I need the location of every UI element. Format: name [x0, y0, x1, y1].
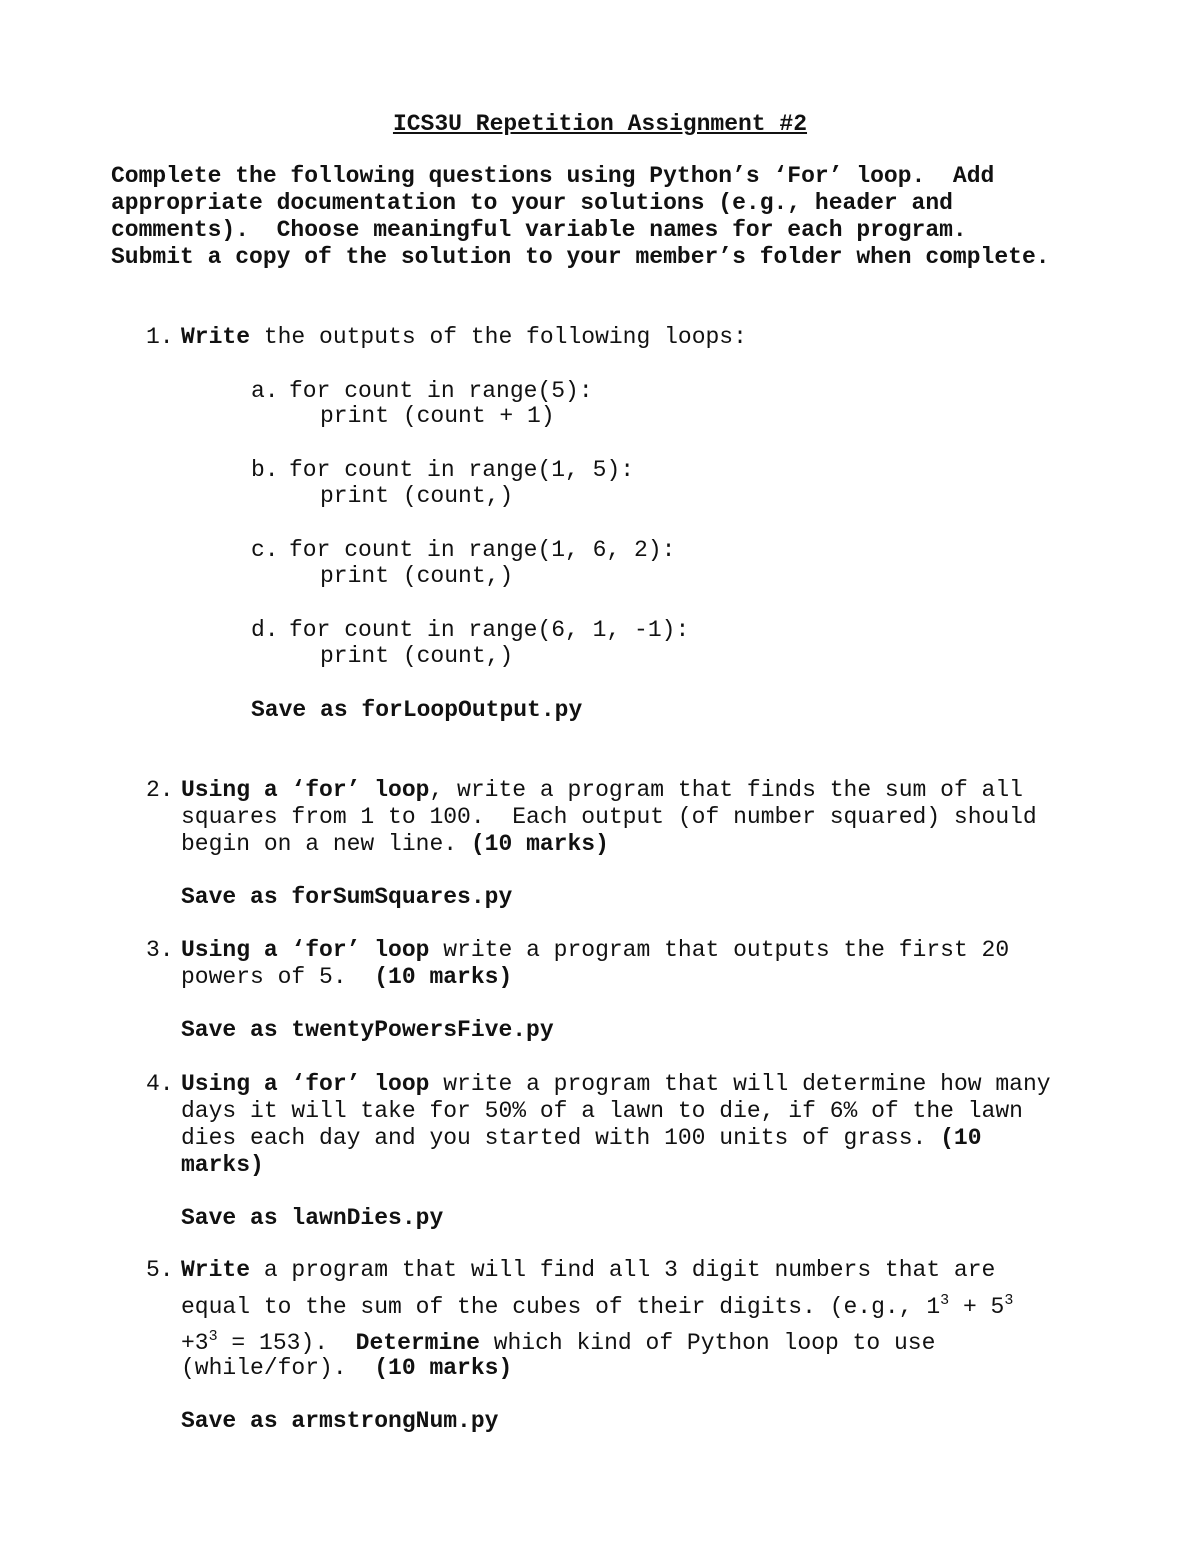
question-5-number: 5. — [146, 1257, 174, 1283]
item-d-code-line1: for count in range(6, 1, -1): — [289, 617, 690, 643]
item-c-code-line1: for count in range(1, 6, 2): — [289, 537, 676, 563]
question-1-lead: Write — [181, 324, 251, 350]
question-2-number: 2. — [146, 777, 174, 803]
instructions-line: Submit a copy of the solution to your member’s folder when complete. — [111, 244, 1050, 270]
question-4-line: write a program that will determine how many — [429, 1071, 1051, 1097]
item-b-code-line2: print (count,) — [320, 483, 514, 509]
superscript: 3 — [1004, 1292, 1014, 1309]
item-a-code-line1: for count in range(5): — [289, 378, 593, 404]
question-5-text: +3 — [181, 1330, 209, 1356]
instructions-line: comments). Choose meaningful variable names for each program. — [111, 217, 967, 243]
question-4-line: dies each day and you started with 100 units of grass. — [181, 1125, 941, 1151]
question-5-text: equal to the sum of the cubes of their digits. (e.g., 1 — [181, 1294, 941, 1320]
question-5-text: = 153). — [217, 1330, 356, 1356]
question-4-save-as: Save as lawnDies.py — [181, 1205, 444, 1231]
question-3-text — [181, 937, 1009, 991]
item-c-code-line2: print (count,) — [320, 563, 514, 589]
question-4-marks: marks) — [181, 1152, 264, 1178]
question-2-line: , write a program that finds the sum of all — [429, 777, 1023, 803]
question-5-marks: (10 marks) — [374, 1355, 513, 1381]
question-5-lead: Write — [181, 1257, 251, 1283]
instructions-line: appropriate documentation to your solutions (e.g., header and — [111, 190, 953, 216]
item-d-label: d. — [251, 617, 279, 643]
question-4-number: 4. — [146, 1071, 174, 1097]
question-5-line2 — [181, 1294, 1013, 1321]
item-b-code-line1: for count in range(1, 5): — [289, 457, 635, 483]
question-4-text — [181, 1071, 1051, 1179]
question-5-text: a program that will find all 3 digit numbers that are — [250, 1257, 996, 1283]
question-3-line: write a program that outputs the first 20 — [429, 937, 1010, 963]
item-b-label: b. — [251, 457, 279, 483]
question-3-save-as: Save as twentyPowersFive.py — [181, 1017, 554, 1043]
question-2-line: squares from 1 to 100. Each output (of number squared) should — [181, 804, 1037, 830]
question-1-body: the outputs of the following loops: — [250, 324, 747, 350]
question-2-lead: Using a ‘for’ loop — [181, 777, 430, 803]
question-3-marks: (10 marks) — [374, 964, 513, 990]
question-5-line3 — [181, 1330, 935, 1357]
item-a-label: a. — [251, 378, 279, 404]
question-4-marks: (10 — [940, 1125, 982, 1151]
question-1-save-as: Save as forLoopOutput.py — [251, 697, 583, 723]
question-5-text: which kind of Python loop to use — [479, 1330, 936, 1356]
item-d-code-line2: print (count,) — [320, 643, 514, 669]
question-5-keyword: Determine — [355, 1330, 480, 1356]
question-3-line: powers of 5. — [181, 964, 375, 990]
question-4-lead: Using a ‘for’ loop — [181, 1071, 430, 1097]
question-5-line1 — [181, 1257, 995, 1284]
superscript: 3 — [940, 1292, 950, 1309]
question-1-number: 1. — [146, 324, 174, 350]
question-3-number: 3. — [146, 937, 174, 963]
instructions-line: Complete the following questions using Python’s ‘For’ loop. Add — [111, 163, 995, 189]
question-5-line4 — [181, 1355, 512, 1382]
item-c-label: c. — [251, 537, 279, 563]
question-1-text — [181, 324, 747, 351]
item-a-code-line2: print (count + 1) — [320, 403, 555, 429]
question-2-line: begin on a new line. — [181, 831, 471, 857]
question-2-marks: (10 marks) — [470, 831, 609, 857]
superscript: 3 — [208, 1328, 218, 1345]
question-5-save-as: Save as armstrongNum.py — [181, 1408, 499, 1434]
question-5-text: (while/for). — [181, 1355, 375, 1381]
question-2-save-as: Save as forSumSquares.py — [181, 884, 513, 910]
page-title: ICS3U Repetition Assignment #2 — [392, 111, 808, 137]
question-2-text — [181, 777, 1037, 858]
question-4-line: days it will take for 50% of a lawn to die, if 6% of the lawn — [181, 1098, 1023, 1124]
question-3-lead: Using a ‘for’ loop — [181, 937, 430, 963]
question-5-text: + 5 — [949, 1294, 1005, 1320]
instructions — [111, 163, 1050, 271]
